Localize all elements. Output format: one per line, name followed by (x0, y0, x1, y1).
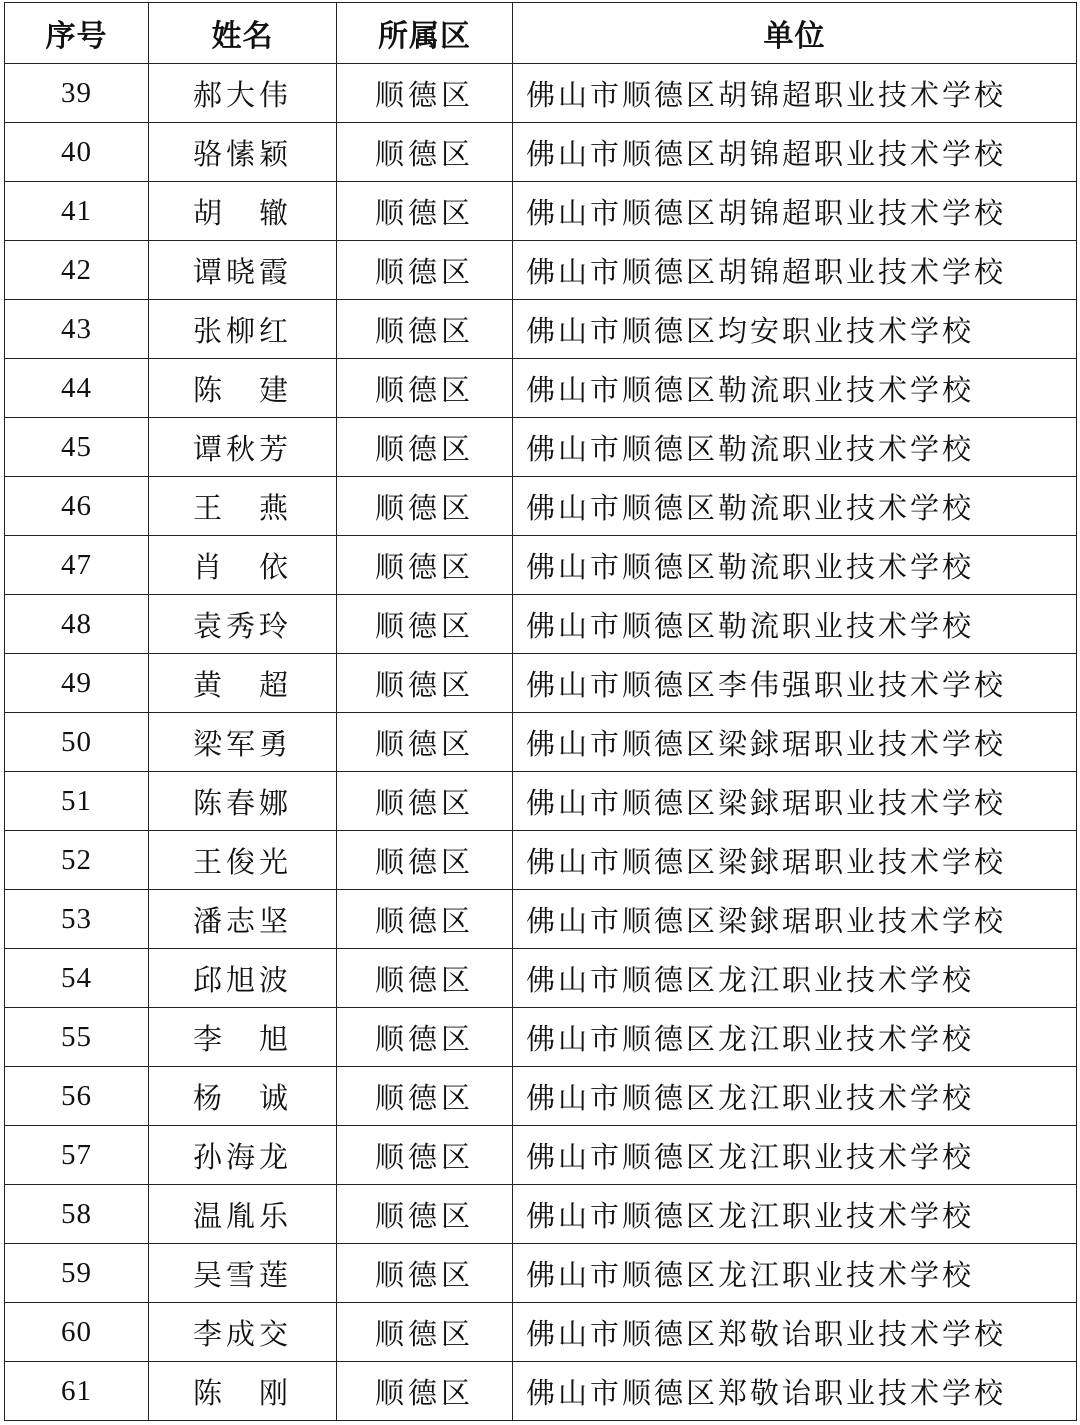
cell-serial-number: 52 (5, 831, 149, 890)
table-row (5, 241, 1077, 300)
cell-district: 顺德区 (337, 1067, 513, 1126)
cell-district: 顺德区 (337, 1185, 513, 1244)
cell-unit: 佛山市顺德区李伟强职业技术学校 (513, 654, 1077, 713)
header-row (5, 3, 1077, 64)
cell-unit: 佛山市顺德区胡锦超职业技术学校 (513, 64, 1077, 123)
cell-serial-number: 43 (5, 300, 149, 359)
cell-unit: 佛山市顺德区胡锦超职业技术学校 (513, 123, 1077, 182)
header-district: 所属区 (337, 3, 513, 64)
cell-district: 顺德区 (337, 949, 513, 1008)
cell-serial-number: 42 (5, 241, 149, 300)
table-row (5, 1244, 1077, 1303)
cell-unit: 佛山市顺德区梁銶琚职业技术学校 (513, 890, 1077, 949)
roster-table (4, 2, 1077, 1421)
cell-unit: 佛山市顺德区龙江职业技术学校 (513, 1008, 1077, 1067)
cell-name: 王 燕 (149, 477, 337, 536)
cell-serial-number: 53 (5, 890, 149, 949)
cell-district: 顺德区 (337, 123, 513, 182)
table-row (5, 477, 1077, 536)
cell-name: 黄 超 (149, 654, 337, 713)
cell-serial-number: 48 (5, 595, 149, 654)
cell-serial-number: 39 (5, 64, 149, 123)
cell-serial-number: 58 (5, 1185, 149, 1244)
cell-district: 顺德区 (337, 1008, 513, 1067)
cell-district: 顺德区 (337, 1362, 513, 1421)
cell-district: 顺德区 (337, 1303, 513, 1362)
table-row (5, 418, 1077, 477)
table-row (5, 772, 1077, 831)
cell-name: 陈春娜 (149, 772, 337, 831)
table-row (5, 949, 1077, 1008)
table-row (5, 1067, 1077, 1126)
cell-district: 顺德区 (337, 64, 513, 123)
cell-serial-number: 57 (5, 1126, 149, 1185)
cell-unit: 佛山市顺德区勒流职业技术学校 (513, 595, 1077, 654)
table-row (5, 595, 1077, 654)
cell-name: 郝大伟 (149, 64, 337, 123)
cell-name: 邱旭波 (149, 949, 337, 1008)
table-row (5, 654, 1077, 713)
cell-unit: 佛山市顺德区勒流职业技术学校 (513, 477, 1077, 536)
cell-district: 顺德区 (337, 595, 513, 654)
cell-name: 谭秋芳 (149, 418, 337, 477)
table-row (5, 713, 1077, 772)
cell-name: 胡 辙 (149, 182, 337, 241)
cell-name: 李成交 (149, 1303, 337, 1362)
cell-district: 顺德区 (337, 1244, 513, 1303)
cell-district: 顺德区 (337, 536, 513, 595)
cell-district: 顺德区 (337, 1126, 513, 1185)
cell-serial-number: 60 (5, 1303, 149, 1362)
cell-unit: 佛山市顺德区梁銶琚职业技术学校 (513, 713, 1077, 772)
cell-unit: 佛山市顺德区龙江职业技术学校 (513, 1126, 1077, 1185)
cell-unit: 佛山市顺德区龙江职业技术学校 (513, 1244, 1077, 1303)
cell-name: 孙海龙 (149, 1126, 337, 1185)
cell-district: 顺德区 (337, 241, 513, 300)
cell-unit: 佛山市顺德区梁銶琚职业技术学校 (513, 772, 1077, 831)
cell-name: 袁秀玲 (149, 595, 337, 654)
cell-name: 温胤乐 (149, 1185, 337, 1244)
table-row (5, 123, 1077, 182)
cell-serial-number: 44 (5, 359, 149, 418)
table-row (5, 890, 1077, 949)
cell-district: 顺德区 (337, 359, 513, 418)
cell-serial-number: 40 (5, 123, 149, 182)
table-row (5, 1126, 1077, 1185)
header-unit: 单位 (513, 3, 1077, 64)
cell-district: 顺德区 (337, 890, 513, 949)
cell-district: 顺德区 (337, 713, 513, 772)
cell-unit: 佛山市顺德区勒流职业技术学校 (513, 536, 1077, 595)
cell-unit: 佛山市顺德区胡锦超职业技术学校 (513, 241, 1077, 300)
table-row (5, 1185, 1077, 1244)
table-row (5, 359, 1077, 418)
cell-name: 李 旭 (149, 1008, 337, 1067)
cell-name: 肖 依 (149, 536, 337, 595)
cell-unit: 佛山市顺德区龙江职业技术学校 (513, 1067, 1077, 1126)
cell-district: 顺德区 (337, 831, 513, 890)
cell-district: 顺德区 (337, 772, 513, 831)
cell-unit: 佛山市顺德区梁銶琚职业技术学校 (513, 831, 1077, 890)
cell-name: 陈 建 (149, 359, 337, 418)
cell-name: 骆愫颖 (149, 123, 337, 182)
cell-serial-number: 56 (5, 1067, 149, 1126)
cell-serial-number: 45 (5, 418, 149, 477)
cell-serial-number: 41 (5, 182, 149, 241)
cell-serial-number: 59 (5, 1244, 149, 1303)
cell-district: 顺德区 (337, 300, 513, 359)
cell-serial-number: 46 (5, 477, 149, 536)
table-body (5, 64, 1077, 1421)
cell-name: 谭晓霞 (149, 241, 337, 300)
cell-district: 顺德区 (337, 182, 513, 241)
header-serial-number: 序号 (5, 3, 149, 64)
cell-serial-number: 55 (5, 1008, 149, 1067)
table-row (5, 64, 1077, 123)
cell-name: 梁军勇 (149, 713, 337, 772)
cell-unit: 佛山市顺德区郑敬诒职业技术学校 (513, 1303, 1077, 1362)
cell-unit: 佛山市顺德区龙江职业技术学校 (513, 949, 1077, 1008)
table-row (5, 1362, 1077, 1421)
cell-unit: 佛山市顺德区郑敬诒职业技术学校 (513, 1362, 1077, 1421)
cell-district: 顺德区 (337, 477, 513, 536)
cell-unit: 佛山市顺德区勒流职业技术学校 (513, 418, 1077, 477)
cell-serial-number: 61 (5, 1362, 149, 1421)
cell-serial-number: 51 (5, 772, 149, 831)
cell-name: 杨 诚 (149, 1067, 337, 1126)
table-row (5, 536, 1077, 595)
cell-serial-number: 49 (5, 654, 149, 713)
cell-serial-number: 54 (5, 949, 149, 1008)
table-row (5, 300, 1077, 359)
cell-name: 王俊光 (149, 831, 337, 890)
cell-name: 陈 刚 (149, 1362, 337, 1421)
table-row (5, 1303, 1077, 1362)
cell-unit: 佛山市顺德区勒流职业技术学校 (513, 359, 1077, 418)
cell-unit: 佛山市顺德区均安职业技术学校 (513, 300, 1077, 359)
cell-district: 顺德区 (337, 418, 513, 477)
table-row (5, 831, 1077, 890)
cell-unit: 佛山市顺德区龙江职业技术学校 (513, 1185, 1077, 1244)
header-name: 姓名 (149, 3, 337, 64)
cell-serial-number: 50 (5, 713, 149, 772)
cell-name: 潘志坚 (149, 890, 337, 949)
cell-serial-number: 47 (5, 536, 149, 595)
table-header (5, 3, 1077, 64)
table-row (5, 182, 1077, 241)
cell-name: 吴雪莲 (149, 1244, 337, 1303)
cell-district: 顺德区 (337, 654, 513, 713)
cell-name: 张柳红 (149, 300, 337, 359)
table-row (5, 1008, 1077, 1067)
cell-unit: 佛山市顺德区胡锦超职业技术学校 (513, 182, 1077, 241)
